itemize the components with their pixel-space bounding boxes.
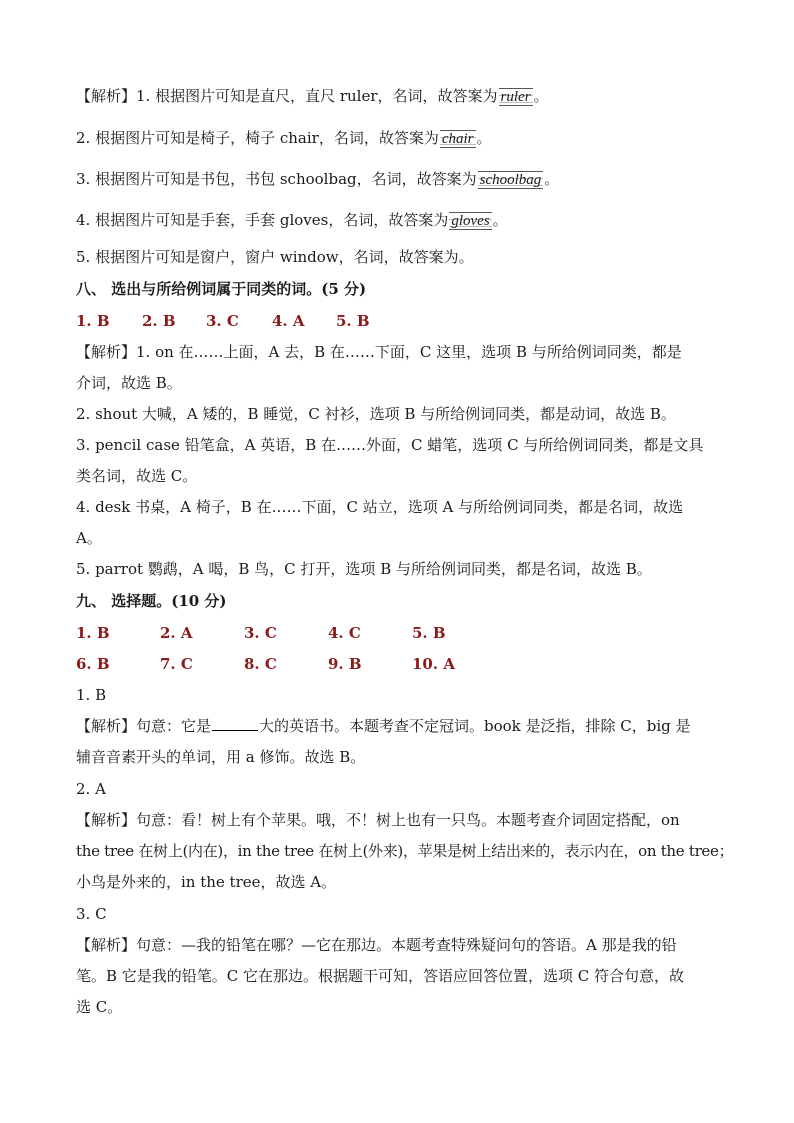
- sec7-line-1: 【解析】1. 根据图片可知是直尺，直尺 ruler，名词，故答案为 ruler 。: [76, 87, 549, 105]
- answer-key: 3. C: [206, 312, 239, 330]
- sec8-line: 2. shout 大喊，A 矮的，B 睡觉，C 衬衫，选项 B 与所给例词同类，都是动词，故选 B。: [76, 405, 676, 423]
- sec8-line: 【解析】1. on 在……上面，A 去，B 在……下面，C 这里，选项 B 与所给例词同类，都是: [76, 343, 682, 361]
- q1-explanation-cont: 辅音音素开头的单词，用 a 修饰。故选 B。: [76, 748, 366, 766]
- sec8-line: 3. pencil case 铅笔盒，A 英语，B 在……外面，C 蜡笔，选项 C 与所给例词同类，都是文具: [76, 436, 704, 454]
- answer-key: 4. A: [272, 312, 305, 330]
- answer-key: 1. B: [76, 624, 110, 642]
- answer-key: 10. A: [412, 655, 455, 673]
- answer-key: 1. B: [76, 312, 110, 330]
- sec8-line: 4. desk 书桌，A 椅子，B 在……下面，C 站立，选项 A 与所给例词同类，都是名词，故选: [76, 498, 684, 516]
- handwritten-answer-ruler: ruler: [500, 89, 531, 105]
- q1-label: 1. B: [76, 686, 107, 704]
- answer-key: 9. B: [328, 655, 362, 673]
- sec8-line: 5. parrot 鹦鹉，A 喝，B 鸟，C 打开，选项 B 与所给例词同类，都是名词，故选 B。: [76, 560, 652, 578]
- section-9-answers-row-2: [76, 653, 734, 675]
- q3-explanation-cont: 笔。B 它是我的铅笔。C 它在那边。根据题干可知，答语应回答位置，选项 C 符合句意，故: [76, 967, 685, 985]
- answer-key: 6. B: [76, 655, 110, 673]
- sec8-line: A。: [76, 529, 102, 547]
- q3-explanation-cont: 选 C。: [76, 998, 123, 1016]
- q3-label: 3. C: [76, 905, 107, 923]
- sec7-line-5: 5. 根据图片可知是窗户，窗户 window，名词，故答案为。: [76, 248, 474, 266]
- answer-key: 2. B: [142, 312, 176, 330]
- answer-key: 3. C: [244, 624, 277, 642]
- sec8-line: 类名词，故选 C。: [76, 467, 198, 485]
- fill-in-blank: [212, 716, 258, 731]
- answer-key: 8. C: [244, 655, 277, 673]
- q1-explanation: 【解析】句意：它是 大的英语书。本题考查不定冠词。book 是泛指，排除 C，big 是: [76, 717, 691, 735]
- sec7-line-4: 4. 根据图片可知是手套，手套 gloves，名词，故答案为 gloves 。: [76, 211, 508, 229]
- section-8-heading: 八、 选出与所给例词属于同类的词。(5 分): [76, 280, 367, 298]
- answer-key: 5. B: [412, 624, 446, 642]
- sec7-line-3: 3. 根据图片可知是书包，书包 schoolbag，名词，故答案为 schoolbag 。: [76, 170, 560, 188]
- q3-explanation: 【解析】句意：—我的铅笔在哪？—它在那边。本题考查特殊疑问句的答语。A 那是我的铅: [76, 936, 677, 954]
- answer-key: 4. C: [328, 624, 361, 642]
- sec7-line-2: 2. 根据图片可知是椅子，椅子 chair，名词，故答案为 chair 。: [76, 129, 492, 147]
- answer-key: 7. C: [160, 655, 193, 673]
- answer-key: 2. A: [160, 624, 193, 642]
- q2-explanation-cont: the tree 在树上(内在)，in the tree 在树上(外来)，苹果是树上结出来的，表示内在，on the tree；: [76, 842, 734, 860]
- section-9-heading: 九、 选择题。(10 分): [76, 592, 227, 610]
- handwritten-answer-chair: chair: [441, 131, 474, 147]
- q2-explanation-cont: 小鸟是外来的，in the tree，故选 A。: [76, 873, 337, 891]
- q2-label: 2. A: [76, 780, 106, 798]
- section-9-answers-row-1: [76, 622, 734, 644]
- q2-explanation: 【解析】句意：看！树上有个苹果。哦，不！树上也有一只鸟。本题考查介词固定搭配，on: [76, 811, 680, 829]
- answer-key: 5. B: [336, 312, 370, 330]
- handwritten-answer-gloves: gloves: [451, 213, 490, 229]
- section-8-answers: [76, 310, 734, 332]
- handwritten-answer-schoolbag: schoolbag: [479, 172, 542, 188]
- sec8-line: 介词，故选 B。: [76, 374, 182, 392]
